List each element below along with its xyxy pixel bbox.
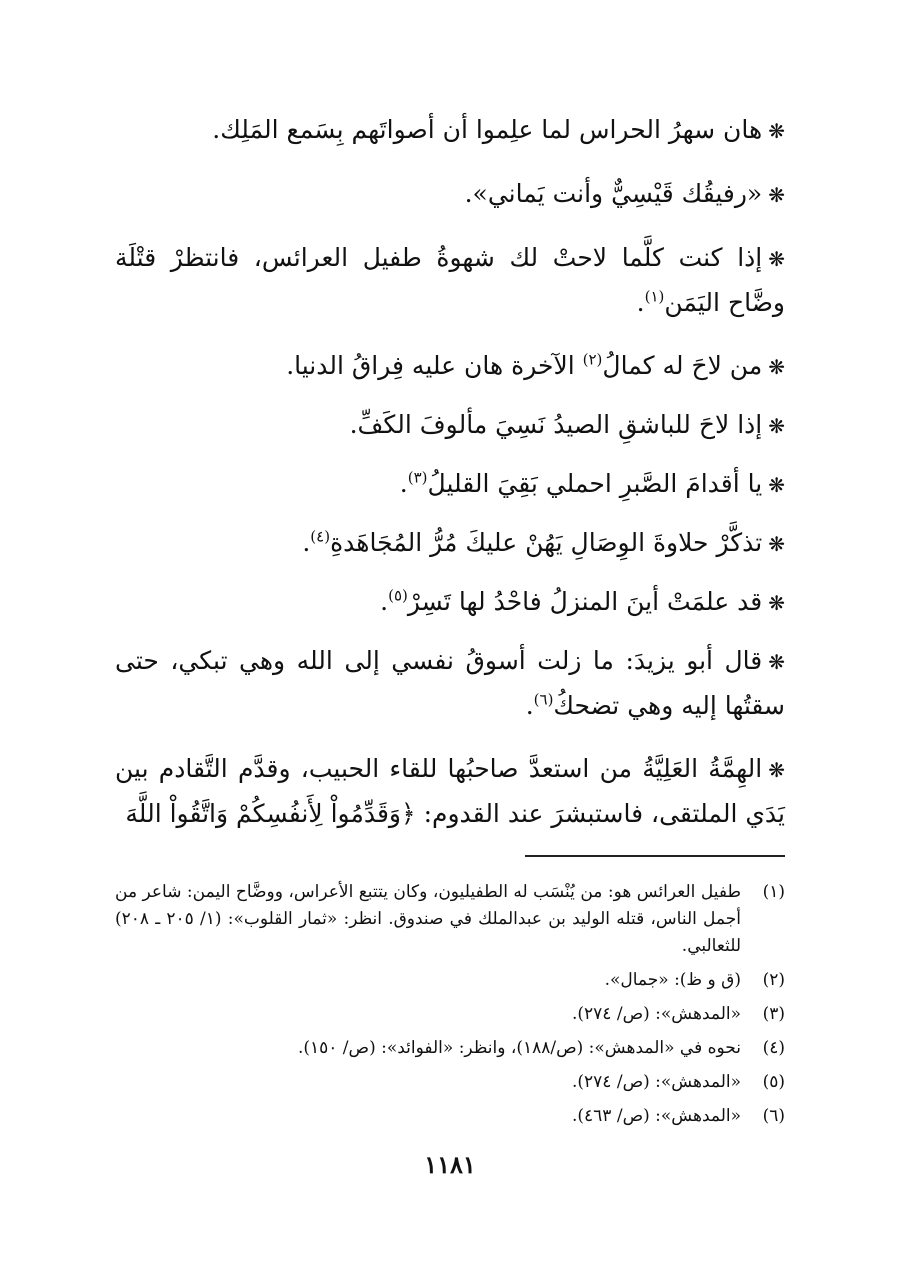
footnote-item [115,1103,785,1130]
paragraph-tail: . [636,288,645,317]
star-bullet-icon: ❋ [768,119,785,143]
paragraph-1 [115,108,785,153]
paragraph-6 [115,462,785,507]
paragraph-5 [115,403,785,448]
star-bullet-icon: ❋ [768,355,785,379]
footnote-item [115,1001,785,1028]
paragraph-4 [115,344,785,389]
paragraph-tail: . [525,691,534,720]
paragraph-tail: . [399,469,408,498]
footnote-item [115,1069,785,1096]
footnote-number: (٦) [762,1106,785,1126]
footnote-text: «المدهش»: (ص/ ٢٧٤). [572,1004,741,1024]
footnote-ref[interactable]: (٦) [533,690,554,709]
paragraph-text: تذكَّرْ حلاوةَ الوِصَالِ يَهُنْ عليكَ مُرُّ المُجَاهَدةِ [330,528,763,557]
footnotes [115,879,785,1130]
footnote-number: (٤) [762,1038,785,1058]
footnote-ref[interactable]: (٣) [407,468,428,487]
footnote-number: (٢) [762,970,785,990]
page-body [115,108,785,1137]
paragraph-text: إذا لاحَ للباشقِ الصيدُ نَسِيَ مألوفَ الكَفِّ. [349,410,763,439]
paragraph-8 [115,580,785,625]
paragraph-3 [115,236,785,325]
paragraph-tail: . [380,587,389,616]
star-bullet-icon: ❋ [768,183,785,207]
paragraph-text: هان سهرُ الحراس لما علِموا أن أصواتَهم بِسَمع المَلِك. [212,115,763,144]
footnote-item [115,967,785,994]
footnote-ref[interactable]: (١) [644,287,665,306]
paragraph-text: إذا كنت كلَّما لاحتْ لك شهوةُ طفيل العرائس، فانتظرْ قتْلَة وضَّاح اليَمَن [115,243,785,317]
footnote-text: (ق و ظ): «جمال». [604,970,741,990]
paragraph-text: من لاحَ له كمالُ [602,351,763,380]
paragraph-7 [115,521,785,566]
paragraph-9 [115,639,785,728]
paragraph-text: «رفيقُك قَيْسِيٌّ وأنت يَماني». [464,179,763,208]
paragraph-tail: . [302,528,311,557]
star-bullet-icon: ❋ [768,532,785,556]
footnote-text: نحوه في «المدهش»: (ص/١٨٨)، وانظر: «الفوائد»: (ص/ ١٥٠). [297,1038,741,1058]
paragraph-tail: الآخرة هان عليه فِراقُ الدنيا. [286,351,583,380]
star-bullet-icon: ❋ [768,758,785,782]
star-bullet-icon: ❋ [768,473,785,497]
footnote-ref[interactable]: (٢) [582,350,603,369]
star-bullet-icon: ❋ [768,414,785,438]
paragraph-10 [115,747,785,836]
star-bullet-icon: ❋ [768,591,785,615]
footnote-ref[interactable]: (٥) [388,586,408,605]
page-number: ١١٨١ [424,1150,476,1179]
star-bullet-icon: ❋ [768,247,785,271]
footnote-item [115,879,785,960]
footnote-item [115,1035,785,1062]
footnote-text: «المدهش»: (ص/ ٤٦٣). [572,1106,741,1126]
paragraph-2 [115,172,785,217]
paragraph-text: قد علمَتْ أينَ المنزلُ فاحْدُ لها تَسِرْ [407,587,763,616]
footnote-ref[interactable]: (٤) [310,527,331,546]
paragraph-text: الهِمَّةُ العَلِيَّةُ من استعدَّ صاحبُها للقاء الحبيب، وقدَّم التَّقادم بين يَدَي الملتقى، فاستبشرَ عند القدوم: ﴿وَقَدِّمُواْ لِأَنفُسِكُمْ وَاتَّقُواْ اللَّهَ [115,754,785,828]
paragraph-text: قال أبو يزيدَ: ما زلت أسوقُ نفسي إلى الله وهي تبكي، حتى سقتُها إليه وهي تضحكُ [115,646,785,720]
footnote-number: (٥) [762,1072,785,1092]
paragraph-text: يا أقدامَ الصَّبرِ احملي بَقِيَ القليلُ [427,469,763,498]
footnote-text: «المدهش»: (ص/ ٢٧٤). [572,1072,741,1092]
footnote-text: طفيل العرائس هو: من يُنْسَب له الطفيليون، وكان يتتبع الأعراس، ووضَّاح اليمن: شاعر من أجمل الناس، قتله الوليد بن عبدالملك في صندوق. انظر: «ثمار القلوب»: (١/ ٢٠٥ ـ ٢٠٨) للثعالبي. [115,882,741,956]
footnote-number: (١) [762,882,785,902]
footnote-number: (٣) [762,1004,785,1024]
footnote-divider [525,855,785,857]
star-bullet-icon: ❋ [768,650,785,674]
